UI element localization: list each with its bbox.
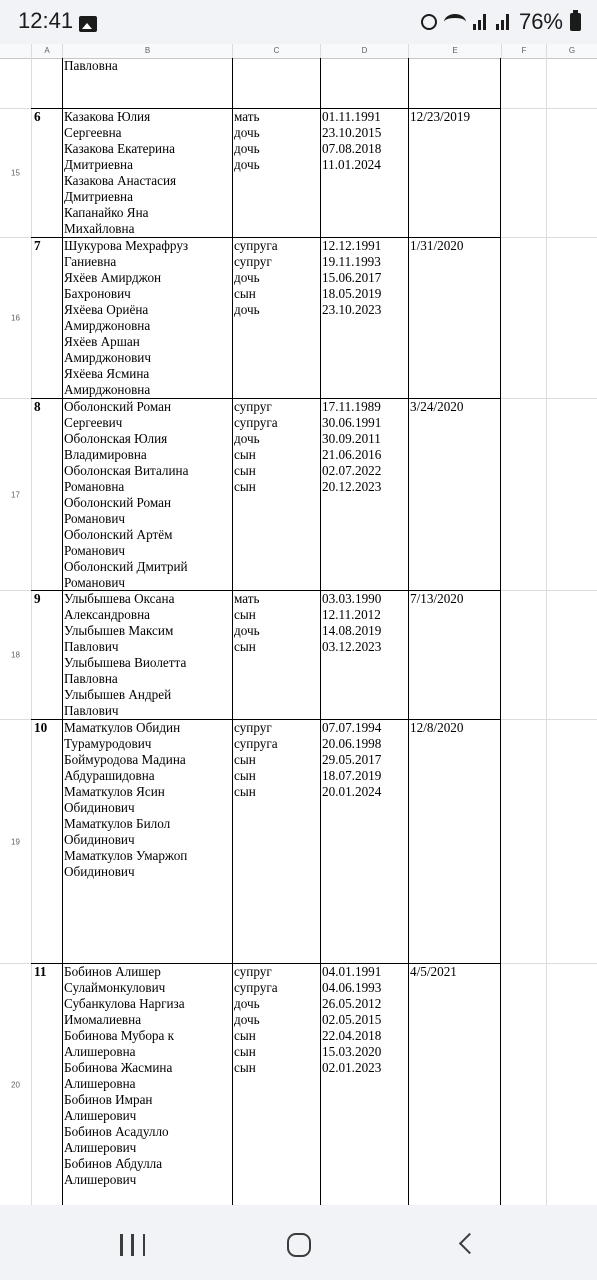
- signal-icon-2: [496, 14, 512, 30]
- name-cell[interactable]: [62, 964, 232, 1205]
- cell-line: сын: [234, 447, 256, 462]
- cell-line: 11.01.2024: [322, 157, 381, 172]
- cell-line: Павлович: [64, 639, 119, 654]
- cell-line: сын: [234, 784, 256, 799]
- cell-line: 07.07.1994: [322, 720, 382, 735]
- cell-line: дочь: [234, 302, 260, 317]
- registration-date-cell[interactable]: 12/8/2020: [410, 720, 464, 735]
- birthdate-cell[interactable]: [320, 964, 408, 1205]
- name-cell[interactable]: [62, 58, 232, 108]
- number-cell[interactable]: 10: [34, 720, 48, 735]
- role-cell[interactable]: [232, 109, 320, 237]
- cell-line: Оболонская Виталина: [64, 463, 189, 478]
- cell-line: 03.12.2023: [322, 639, 382, 654]
- grid-line: [501, 963, 597, 964]
- cell-line: супруг: [234, 964, 272, 979]
- cell-line: супруг: [234, 720, 272, 735]
- name-cell[interactable]: [62, 109, 232, 237]
- cell-line: 04.01.1991: [322, 964, 382, 979]
- cell-line: Оболонский Артём: [64, 527, 173, 542]
- birthdate-cell[interactable]: [320, 720, 408, 963]
- cell-line: Субанкулова Наргиза: [64, 996, 185, 1011]
- cell-line: Яхёева Ориёна: [64, 302, 149, 317]
- cell-line: 12.12.1991: [322, 238, 382, 253]
- cell-line: супруга: [234, 238, 278, 253]
- cell-line: Улыбышев Андрей: [64, 687, 172, 702]
- cell-line: Павлович: [64, 703, 119, 718]
- cell-line: супруга: [234, 980, 278, 995]
- cell-line: 29.05.2017: [322, 752, 382, 767]
- row-header-15[interactable]: 15: [0, 109, 31, 238]
- role-cell[interactable]: [232, 720, 320, 963]
- cell-line: Алишеровна: [64, 1044, 136, 1059]
- row-header-18[interactable]: 18: [0, 591, 31, 720]
- grid-line: [501, 237, 597, 238]
- cell-line: 30.09.2011: [322, 431, 381, 446]
- status-icons: [421, 8, 581, 36]
- cell-line: Романович: [64, 511, 126, 526]
- cell-line: 22.04.2018: [322, 1028, 382, 1043]
- cell-line: 15.06.2017: [322, 270, 382, 285]
- cell-line: Сергеевна: [64, 125, 122, 140]
- registration-date-cell[interactable]: 12/23/2019: [410, 109, 471, 124]
- cell-line: Бобинов Алишер: [64, 964, 161, 979]
- name-cell[interactable]: [62, 591, 232, 719]
- cell-line: Яхёев Аршан: [64, 334, 140, 349]
- back-icon[interactable]: [459, 1233, 480, 1254]
- birthdate-cell[interactable]: [320, 591, 408, 719]
- name-cell[interactable]: [62, 720, 232, 963]
- row-header-17[interactable]: 17: [0, 399, 31, 591]
- cell-line: сын: [234, 463, 256, 478]
- cell-line: сын: [234, 752, 256, 767]
- grid-line: [501, 398, 597, 399]
- registration-date-cell[interactable]: 4/5/2021: [410, 964, 457, 979]
- cell-line: Маматкулов Ясин: [64, 784, 165, 799]
- cell-line: Оболонский Дмитрий: [64, 559, 188, 574]
- column-header-c[interactable]: C: [232, 44, 320, 58]
- cell-line: Казакова Екатерина: [64, 141, 176, 156]
- cell-line: Амирджонович: [64, 350, 151, 365]
- cell-line: Бобинов Асадулло: [64, 1124, 169, 1139]
- cell-line: сын: [234, 639, 256, 654]
- cell-line: Романович: [64, 543, 126, 558]
- cell-line: дочь: [234, 996, 260, 1011]
- cell-line: Ганиевна: [64, 254, 117, 269]
- cell-line: Оболонская Юлия: [64, 431, 168, 446]
- cell-line: 21.06.2016: [322, 447, 382, 462]
- cell-line: 19.11.1993: [322, 254, 381, 269]
- cell-line: Маматкулов Умаржоп: [64, 848, 188, 863]
- cell-line: 30.06.1991: [322, 415, 382, 430]
- cell-line: Александровна: [64, 607, 150, 622]
- cell-line: Улыбышева Оксана: [64, 591, 175, 606]
- cell-line: Капанайко Яна: [64, 205, 149, 220]
- row-header[interactable]: [0, 58, 31, 109]
- cell-line: Амирджоновна: [64, 318, 151, 333]
- cell-line: Шукурова Мехрафруз: [64, 238, 189, 253]
- column-header-f[interactable]: F: [501, 44, 546, 58]
- cell-line: 02.01.2023: [322, 1060, 382, 1075]
- cell-line: 26.05.2012: [322, 996, 382, 1011]
- wifi-icon: [444, 14, 466, 30]
- column-header-b[interactable]: B: [62, 44, 232, 58]
- cell-line: Обидинович: [64, 832, 135, 847]
- cell-line: сын: [234, 1060, 256, 1075]
- cell-line: Абдурашидовна: [64, 768, 155, 783]
- grid-line: [546, 58, 547, 1205]
- row-header-16[interactable]: 16: [0, 238, 31, 399]
- role-cell[interactable]: [232, 238, 320, 398]
- cell-line: Оболонский Роман: [64, 399, 172, 414]
- cell-line: Сулаймонкулович: [64, 980, 166, 995]
- cell-line: Алишерович: [64, 1140, 137, 1155]
- cell-line: Боймуродова Мадина: [64, 752, 186, 767]
- navigation-bar: [0, 1205, 597, 1280]
- grid-line: [501, 108, 597, 109]
- cell-line: сын: [234, 1028, 256, 1043]
- battery-percent: 76%: [518, 9, 563, 34]
- cell-line: сын: [234, 607, 256, 622]
- cell-line: 23.10.2015: [322, 125, 382, 140]
- gallery-icon: [79, 16, 97, 32]
- cell-line: дочь: [234, 125, 260, 140]
- cell-line: Оболонский Роман: [64, 495, 172, 510]
- cell-line: Сергеевич: [64, 415, 123, 430]
- cell-line: мать: [234, 109, 260, 124]
- cell-line: Казакова Анастасия: [64, 173, 177, 188]
- cell-line: Дмитриевна: [64, 157, 133, 172]
- cell-line: сын: [234, 479, 256, 494]
- cell-line: Маматкулов Билол: [64, 816, 171, 831]
- cell-line: Бобинов Имран: [64, 1092, 153, 1107]
- cell-line: дочь: [234, 1012, 260, 1027]
- cell-line: Улыбышева Виолетта: [64, 655, 187, 670]
- registration-date-cell[interactable]: 7/13/2020: [410, 591, 464, 606]
- row-header-20[interactable]: 20: [11, 1080, 20, 1089]
- cell-line: сын: [234, 768, 256, 783]
- cell-line: 07.08.2018: [322, 141, 382, 156]
- cell-line: Бобинова Жасмина: [64, 1060, 173, 1075]
- cell-line: дочь: [234, 623, 260, 638]
- cell-line: Улыбышев Максим: [64, 623, 174, 638]
- cell-line: Романовна: [64, 479, 125, 494]
- cell-line: Алишерович: [64, 1108, 137, 1123]
- cell-line: Романович: [64, 575, 126, 590]
- role-cell[interactable]: [232, 399, 320, 590]
- home-icon[interactable]: [287, 1233, 311, 1257]
- number-cell[interactable]: 6: [34, 109, 41, 124]
- registration-date-cell[interactable]: 1/31/2020: [410, 238, 464, 253]
- cell-line: Дмитриевна: [64, 189, 133, 204]
- column-header-bar: [0, 44, 597, 59]
- cell-line: 20.12.2023: [322, 479, 382, 494]
- cell-line: Обидинович: [64, 864, 135, 879]
- cell-line: Казакова Юлия: [64, 109, 151, 124]
- cell-line: 03.03.1990: [322, 591, 382, 606]
- cell-line: 02.05.2015: [322, 1012, 382, 1027]
- birthdate-cell[interactable]: [320, 109, 408, 237]
- alarm-icon: [421, 14, 437, 30]
- cell-line: Имомалиевна: [64, 1012, 142, 1027]
- grid-line: [501, 590, 597, 591]
- birthdate-cell[interactable]: [320, 238, 408, 398]
- cell-line: 20.01.2024: [322, 784, 382, 799]
- recent-apps-icon[interactable]: [120, 1234, 145, 1256]
- cell-line: дочь: [234, 431, 260, 446]
- cell-line: 17.11.1989: [322, 399, 381, 414]
- cell-line: Бобинов Абдулла: [64, 1156, 163, 1171]
- cell-line: дочь: [234, 270, 260, 285]
- cell-line: 18.05.2019: [322, 286, 382, 301]
- birthdate-cell[interactable]: [320, 399, 408, 590]
- cell-line: 12.11.2012: [322, 607, 381, 622]
- cell-line: Бобинова Мубора к: [64, 1028, 175, 1043]
- cell-line: 14.08.2019: [322, 623, 382, 638]
- number-cell[interactable]: 7: [34, 238, 41, 253]
- cell-line: сын: [234, 1044, 256, 1059]
- cell-line: 02.07.2022: [322, 463, 382, 478]
- role-cell[interactable]: [232, 591, 320, 719]
- cell-line: дочь: [234, 157, 260, 172]
- cell-line: 15.03.2020: [322, 1044, 382, 1059]
- cell-line: Обидинович: [64, 800, 135, 815]
- registration-date-cell[interactable]: 3/24/2020: [410, 399, 464, 414]
- grid-line: [500, 58, 501, 1205]
- cell-line: супруга: [234, 736, 278, 751]
- cell-line: Алишерович: [64, 1172, 137, 1187]
- cell-line: 18.07.2019: [322, 768, 382, 783]
- cell-line: Михайловна: [64, 221, 135, 236]
- cell-line: дочь: [234, 141, 260, 156]
- column-header-a[interactable]: A: [31, 44, 62, 58]
- column-header-d[interactable]: D: [320, 44, 408, 58]
- role-cell[interactable]: [232, 964, 320, 1205]
- cell-line: Яхёев Амирджон: [64, 270, 162, 285]
- cell-line: Владимировна: [64, 447, 147, 462]
- cell-line: 23.10.2023: [322, 302, 382, 317]
- cell-line: 04.06.1993: [322, 980, 382, 995]
- row-header-19[interactable]: 19: [0, 720, 31, 964]
- cell-line: Бахронович: [64, 286, 131, 301]
- cell-line: Павловна: [64, 58, 118, 73]
- name-cell[interactable]: [62, 238, 232, 398]
- cell-line: Павловна: [64, 671, 118, 686]
- cell-line: 01.11.1991: [322, 109, 381, 124]
- number-cell[interactable]: 9: [34, 591, 41, 606]
- status-bar: [0, 0, 597, 44]
- column-header-g[interactable]: G: [546, 44, 597, 58]
- number-cell[interactable]: 8: [34, 399, 41, 414]
- signal-icon: [473, 14, 489, 30]
- column-header-e[interactable]: E: [408, 44, 501, 58]
- battery-icon: [570, 13, 581, 31]
- cell-line: супруг: [234, 399, 272, 414]
- name-cell[interactable]: [62, 399, 232, 590]
- cell-line: 20.06.1998: [322, 736, 382, 751]
- cell-line: Амирджоновна: [64, 382, 151, 397]
- status-time: 12:41: [18, 8, 74, 33]
- number-cell[interactable]: 11: [34, 964, 47, 979]
- grid-line: [501, 719, 597, 720]
- cell-line: Турамуродович: [64, 736, 152, 751]
- cell-line: супруг: [234, 254, 272, 269]
- cell-line: сын: [234, 286, 256, 301]
- cell-line: Яхёева Ясмина: [64, 366, 150, 381]
- cell-line: Маматкулов Обидин: [64, 720, 181, 735]
- cell-line: супруга: [234, 415, 278, 430]
- cell-line: Алишеровна: [64, 1076, 136, 1091]
- cell-line: мать: [234, 591, 260, 606]
